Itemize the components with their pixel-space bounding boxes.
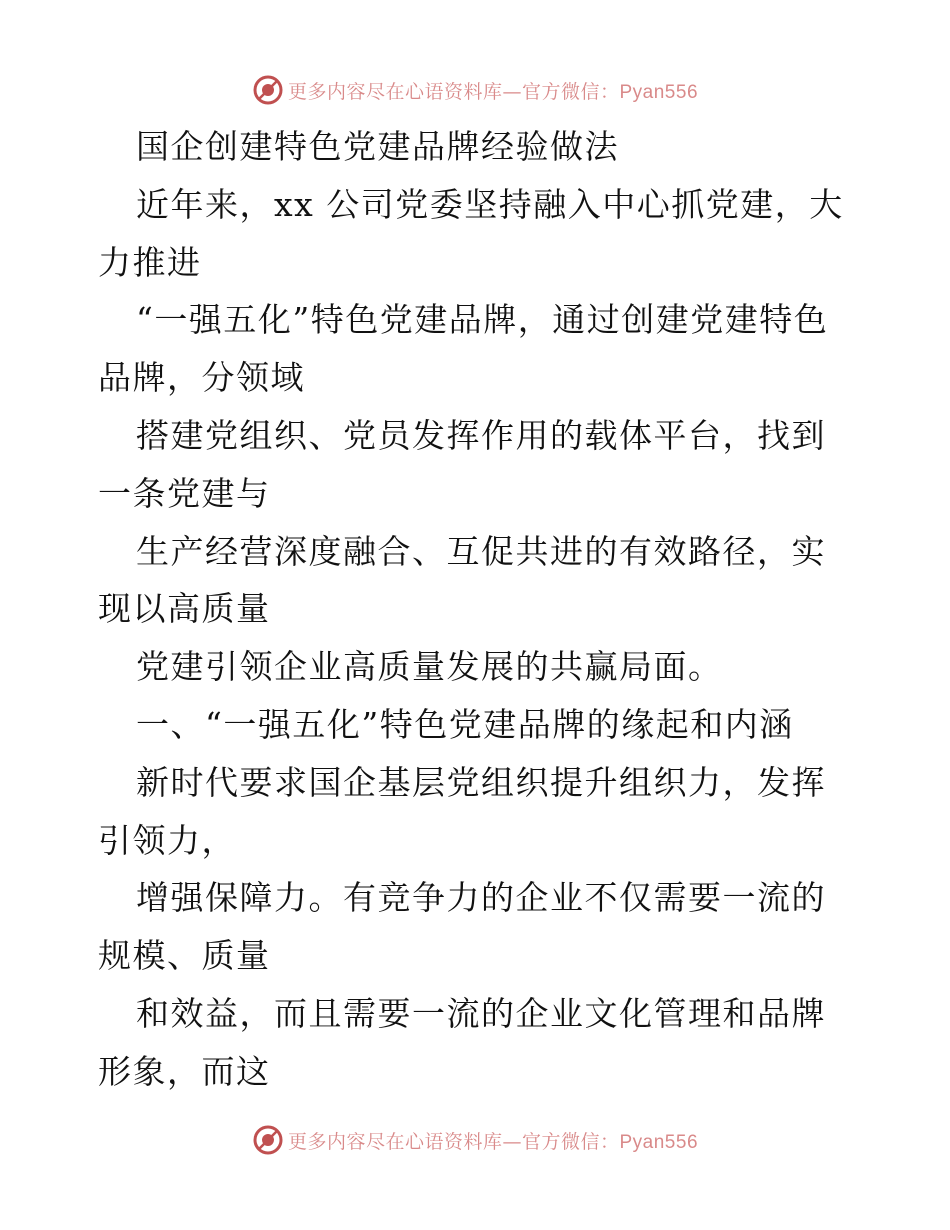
paragraph: 和效益，而且需要一流的企业文化管理和品牌形象，而这: [98, 993, 826, 1091]
paragraph: 党建引领企业高质量发展的共赢局面。: [136, 647, 723, 687]
paragraph: 新时代要求国企基层党组织提升组织力，发挥引领力，: [98, 762, 826, 860]
section-heading: 一、“一强五化”特色党建品牌的缘起和内涵: [136, 704, 794, 744]
paragraph: “一强五化”特色党建品牌，通过创建党建特色品牌，分领域: [98, 300, 829, 398]
watermark-text: 更多内容尽在心语资料库—官方微信：Pyan556: [287, 1130, 699, 1153]
footer-watermark: [0, 1120, 950, 1160]
paragraph: 生产经营深度融合、互促共进的有效路径，实现以高质量: [98, 531, 826, 629]
paragraph: 近年来，xx 公司党委坚持融入中心抓党建，大力推进: [98, 184, 844, 282]
paragraph: 搭建党组织、党员发挥作用的载体平台，找到一条党建与: [98, 415, 826, 513]
watermark-logo-icon: [252, 1124, 284, 1156]
watermark-text: 更多内容尽在心语资料库—官方微信：Pyan556: [287, 80, 699, 103]
header-watermark: [0, 70, 950, 110]
watermark-logo-icon: [252, 74, 284, 106]
document-title: 国企创建特色党建品牌经验做法: [136, 127, 619, 166]
paragraph: 增强保障力。有竞争力的企业不仅需要一流的规模、质量: [98, 878, 826, 976]
document-body: [98, 118, 858, 1101]
